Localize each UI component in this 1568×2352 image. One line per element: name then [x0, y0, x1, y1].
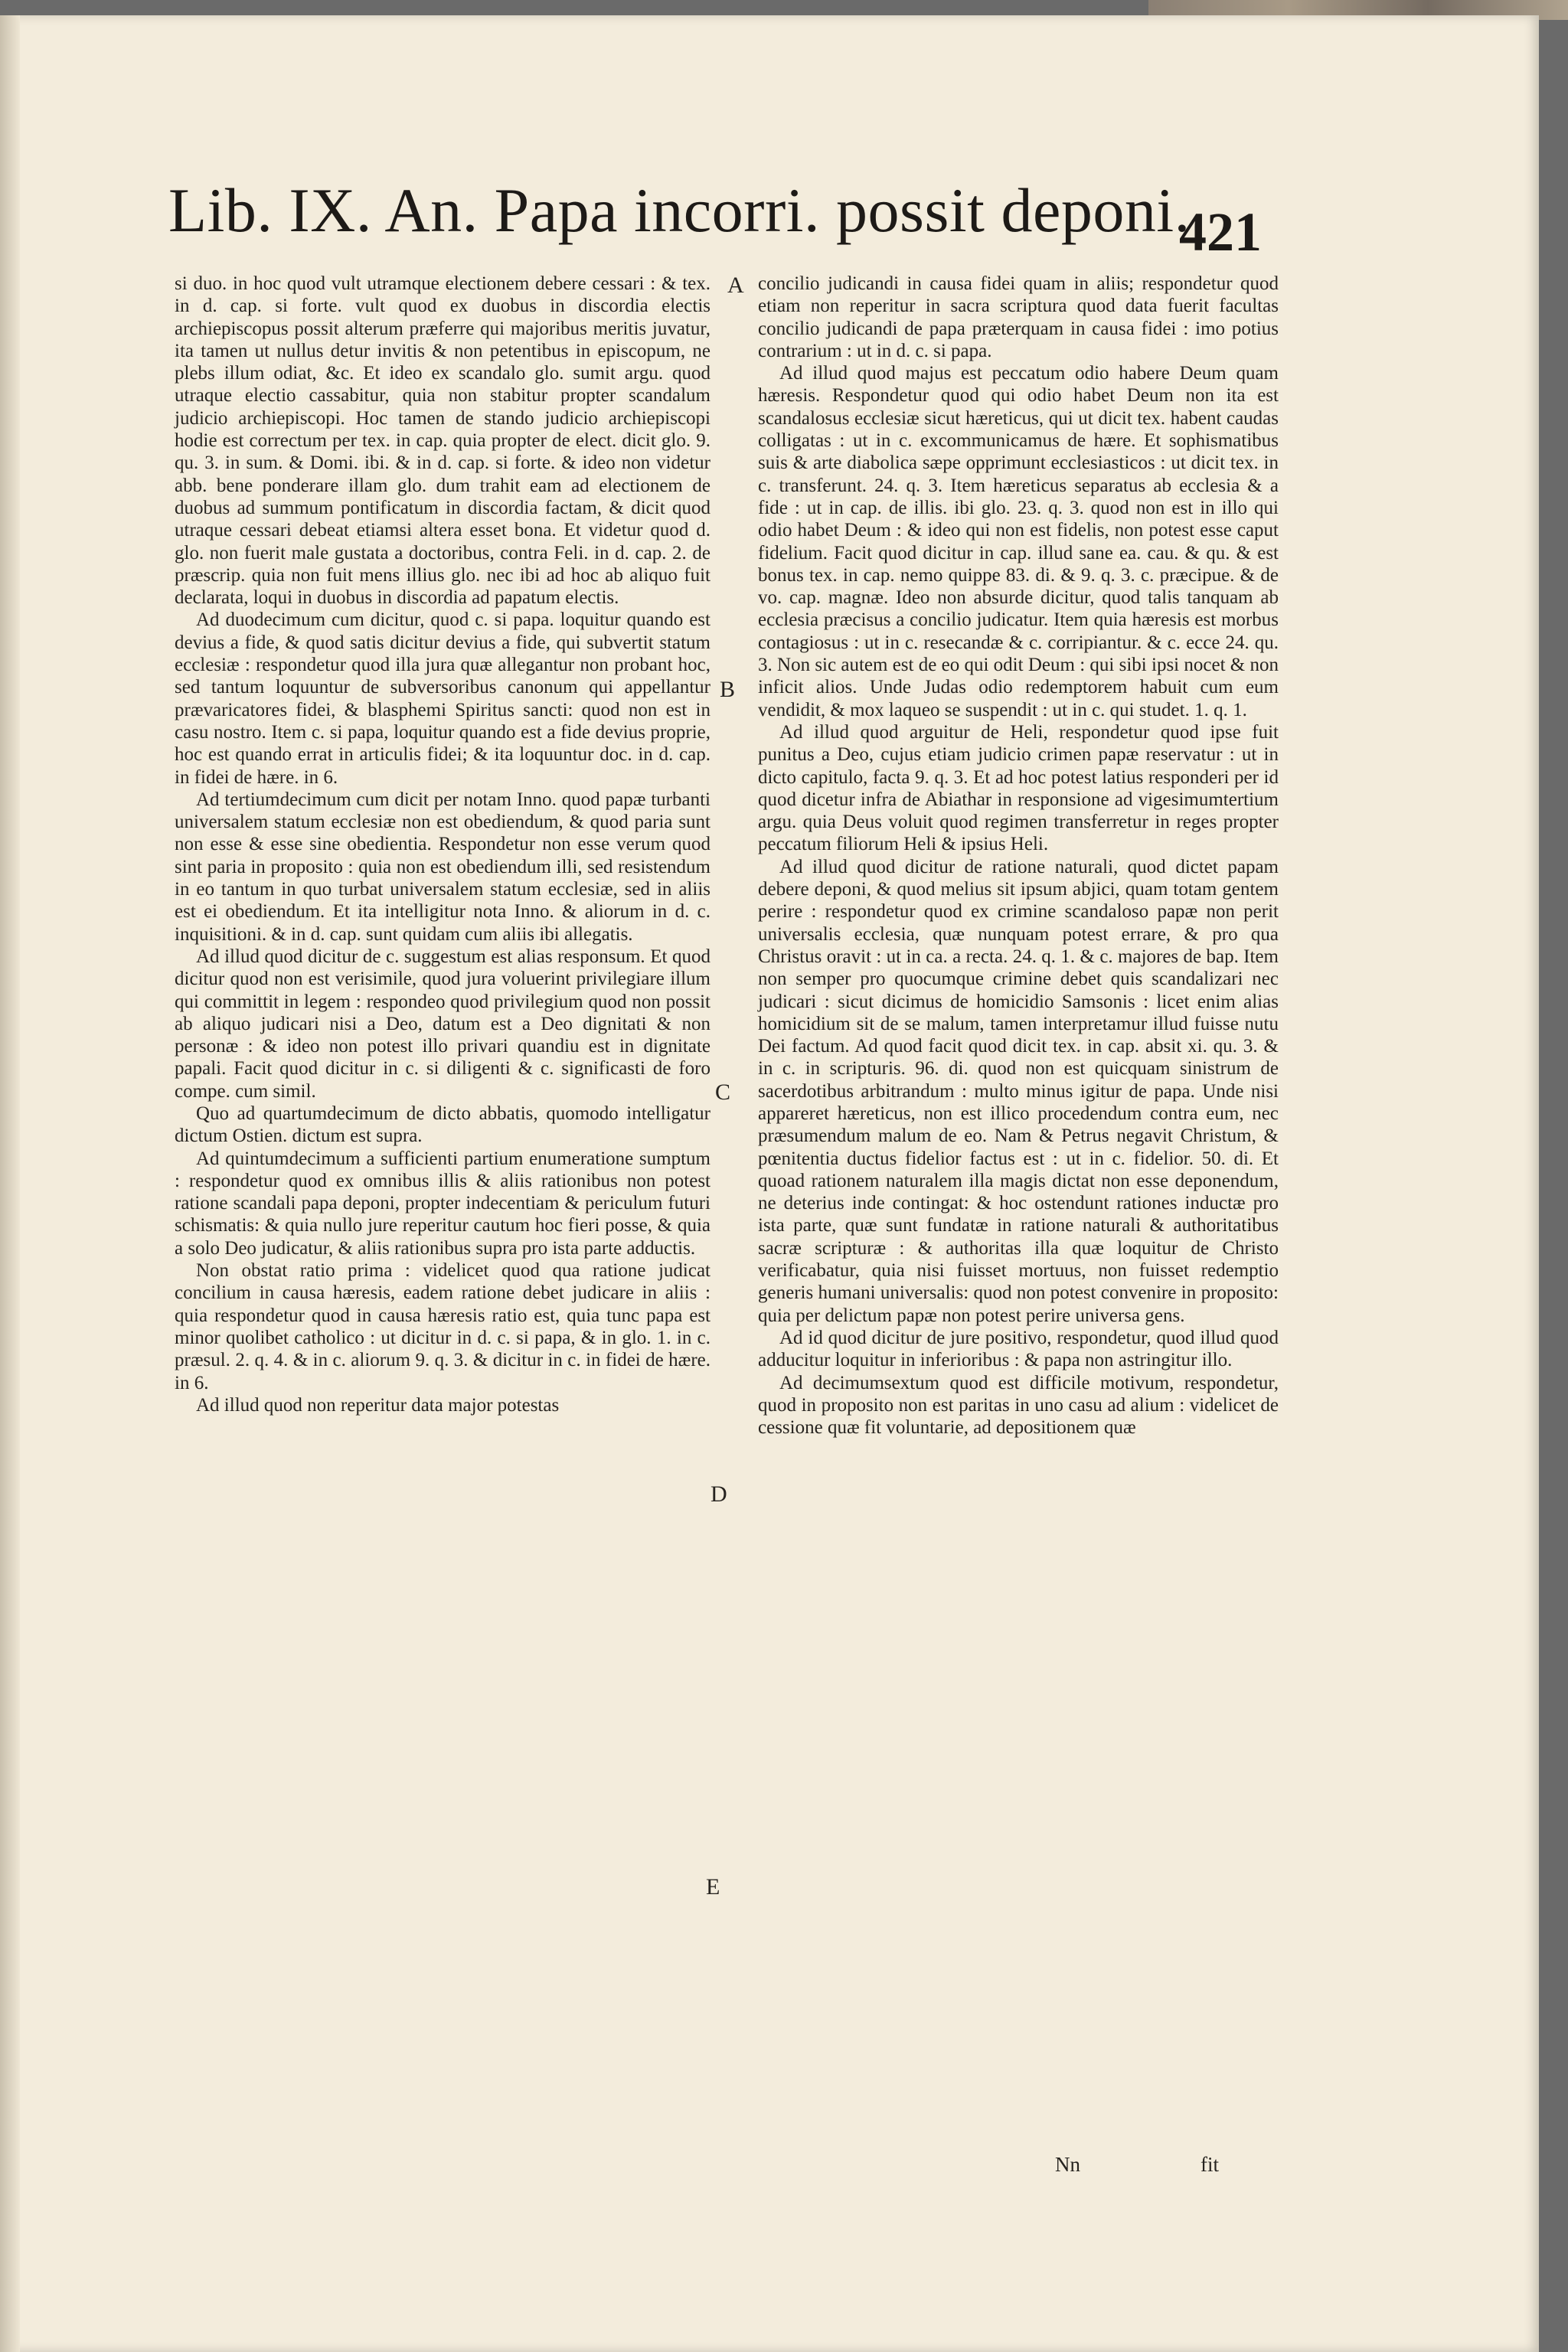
paragraph: Non obstat ratio prima : videlicet quod qua ratione judicat concilium in causa hæresis, eadem ratione debet judicare in aliis : quia respondetur quod in causa hæresis ratio est, quia tunc papa est minor quolibet catholico : ut dicitur in d. c. si papa, & in glo. 1. in c. præsul. 2. q. 4. & in c. aliorum 9. q. 3. & dicitur in c. in fidei de hære. in 6. [175, 1260, 710, 1393]
margin-marker-d: D [710, 1481, 727, 1507]
paragraph: Ad id quod dicitur de jure positivo, respondetur, quod illud quod adducitur loquitur in inferioribus : & papa non astringitur illo. [758, 1327, 1279, 1371]
running-title: Lib. IX. An. Papa incorri. possit deponi. [168, 175, 1191, 245]
margin-marker-b: B [720, 677, 736, 702]
running-header [168, 175, 1286, 282]
paragraph: Ad duodecimum cum dicitur, quod c. si papa. loquitur quando est devius a fide, & quod satis dicitur devius a fide, qui subvertit statum ecclesiæ : respondetur quod illa jura quæ allegantur non probant hoc, sed tantum loquuntur de subversoribus canonum qui appellantur prævaricatores fidei, & blasphemi Spiritus sancti: quod non est in casu nostro. Item c. si papa, loquitur quando est a fide devius proprie, hoc est quando errat in articulis fidei; & ita loquuntur doc. in d. cap. in fidei de hære. in 6. [175, 609, 710, 788]
paragraph: Ad quintumdecimum a sufficienti partium enumeratione sumptum : respondetur quod ex omnibus illis & aliis rationibus non potest ratione scandali papa deponi, propter indecentiam & periculum futuri schismatis: & quia nullo jure reperitur cautum hoc fieri posse, & quia a solo Deo judicatur, & aliis rationibus supra pro ista parte adductis. [175, 1148, 710, 1259]
signature-mark: Nn [1055, 2153, 1080, 2176]
paragraph: Ad illud quod dicitur de ratione naturali, quod dictet papam debere deponi, & quod melius sit ipsum abjici, quam totam gentem perire : respondetur quod ex crimine scandaloso papæ non perit universalis ecclesia, quæ nunquam potest errare, & pro qua Christus oravit : ut in ca. a recta. 24. q. 1. & c. majores de bap. Item non semper pro quocumque crimine debet quis scandalizari nec judicari : sicut dicimus de homicidio Samsonis : licet enim alias homicidium sit de se malum, tamen interpretamur illud fuisse nutu Dei factum. Ad quod facit quod dicit tex. in cap. absit xi. qu. 3. & in c. in scripturis. 96. di. quod non est quicquam sinistrum de sacerdotibus arbitrandum : multo minus igitur de papa. Unde nisi appareret hæreticus, non est illico procedendum contra eum, nec præsumendum malum de eo. Nam & Petrus negavit Christum, & pœnitentia ductus fidelior factus est : ut in c. fidelior. 50. di. Et quoad rationem naturalem illa magis dictat non esse deponendum, ne deterius inde contingat: & hoc ostendunt rationes inductæ pro ista parte, quæ sunt fundatæ in ratione naturali & authoritatibus sacræ scripturæ : & authoritas illa quæ loquitur de Christo verificabatur, quia nisi fuisset mortuus, non fuisset redemptio generis humani universalis: quod non potest convenire in proposito: quia per delictum papæ non potest perire universa gens. [758, 856, 1279, 1326]
margin-marker-e: E [706, 1874, 720, 1900]
paragraph: Ad tertiumdecimum cum dicit per notam Inno. quod papæ turbanti universalem statum ecclesiæ non est obediendum, & quod paria sunt non esse & esse sine obedientia. Respondetur non esse verum quod sint paria in proposito : quia non est obediendum illi, sed resistendum in eo tantum in quo turbat universalem statum ecclesiæ, sed in aliis est ei obediendum. Et ita intelligitur nota Inno. & aliorum in d. c. inquisitioni. & in d. cap. sunt quidam cum aliis ibi allegatis. [175, 789, 710, 945]
paragraph: Ad illud quod arguitur de Heli, respondetur quod ipse fuit punitus a Deo, cujus etiam judicio crimen papæ reservatur : ut in dicto capitulo, facta 9. q. 3. Et ad hoc potest latius responderi per id quod dicetur infra de Abiathar in responsione ad vigesimumtertium argu. quia Deus voluit quod regimen transferretur in reges propter peccatum filiorum Heli & ipsius Heli. [758, 721, 1279, 855]
margin-marker-a: A [727, 273, 744, 298]
page-gutter-shadow [0, 15, 20, 2352]
paragraph: Ad illud quod majus est peccatum odio habere Deum quam hæresis. Respondetur quod qui odio habet Deum non ita est scandalosus ecclesiæ sicut hæreticus, qui ut dicit tex. habent caudas colligatas : ut in c. excommunicamus de hære. Et sophismatibus suis & arte diabolica sæpe opprimunt ecclesiasticos : ut dicit tex. in c. transferunt. 24. q. 3. Item hæreticus separatus ab ecclesia & a fide : ut in cap. de illis. ibi glo. 23. q. 3. quod non est in illo qui odio habet Deum : & ideo qui non est fidelis, non potest esse caput fidelium. Facit quod dicitur in cap. illud sane ea. cau. & qu. & est bonus tex. in cap. nemo quippe 83. di. & 9. q. 3. c. præcipue. & de vo. cap. magnæ. Ideo non absurde dicitur, quod talis tanquam ab ecclesia præcisus a concilio judicatur. Item quia hæresis est morbus contagiosus : ut in c. resecandæ & c. corripiantur. & c. ecce 24. qu. 3. Non sic autem est de eo qui odit Deum : qui sibi ipsi nocet & non inficit alios. Unde Judas odio redemptorem habuit cum eum vendidit, & mox laqueo se suspendit : ut in c. qui studet. 1. q. 1. [758, 363, 1279, 720]
paragraph: Ad illud quod dicitur de c. suggestum est alias responsum. Et quod dicitur quod non est verisimile, quod jura voluerint privilegiare illum qui committit in legem : respondeo quod privilegium quod non possit ab aliquo judicari nisi a Deo, datum est a Deo dignitati & non personæ : & ideo non potest illo privari quandiu est in dignitate papali. Facit quod dicitur in c. si diligenti & c. significasti de foro compe. cum simil. [175, 946, 710, 1102]
right-column [758, 273, 1279, 1439]
paragraph: concilio judicandi in causa fidei quam in aliis; respondetur quod etiam non reperitur in sacra scriptura quod data fuerit facultas concilio judicandi de papa præterquam in causa fidei : imo potius contrarium : ut in d. c. si papa. [758, 273, 1279, 361]
margin-marker-c: C [715, 1080, 731, 1105]
catchword: fit [1200, 2153, 1219, 2176]
paragraph: Ad illud quod non reperitur data major potestas [196, 1394, 560, 1416]
paragraph: Ad decimumsextum quod est difficile motivum, respondetur, quod in proposito non est paritas in uno casu ad alium : videlicet de cessione quæ fit voluntarie, ad depositionem quæ [758, 1372, 1279, 1439]
paragraph: Quo ad quartumdecimum de dicto abbatis, quomodo intelligatur dictum Ostien. dictum est supra. [175, 1102, 710, 1147]
paragraph: si duo. in hoc quod vult utramque electionem debere cessari : & tex. in d. cap. si forte. vult quod ex duobus in discordia electis archiepiscopus possit alterum præferre qui majoribus meritis juvatur, ita tamen ut nullus detur invitis & non petentibus in episcopum, ne plebs illum odiat, &c. Et ideo ex scandalo glo. sumit argu. quod utraque electio cassabitur, quia non stabitur propter scandalum judicio archiepiscopi. Hoc tamen de stando judicio archiepiscopi hodie est correctum per tex. in cap. quia propter de elect. dicit glo. 9. qu. 3. in sum. & Domi. ibi. & in d. cap. si forte. & ideo non videtur abb. bene ponderare illam glo. dum trahit eam ad electionem de duobus ad summum pontificatum in discordia factam, & dicit quod utraque cessari debeat etiamsi altera esset bona. Et videtur quod d. glo. non fuerit male gustata a doctoribus, contra Feli. in d. cap. 2. de præscrip. quia non fuit mens illius glo. nec ibi ad hoc ab aliquo fuit declarata, loqui in duobus in discordia ad papatum electis. [175, 273, 710, 609]
left-column [175, 273, 710, 1416]
page-number: 421 [1179, 201, 1262, 263]
